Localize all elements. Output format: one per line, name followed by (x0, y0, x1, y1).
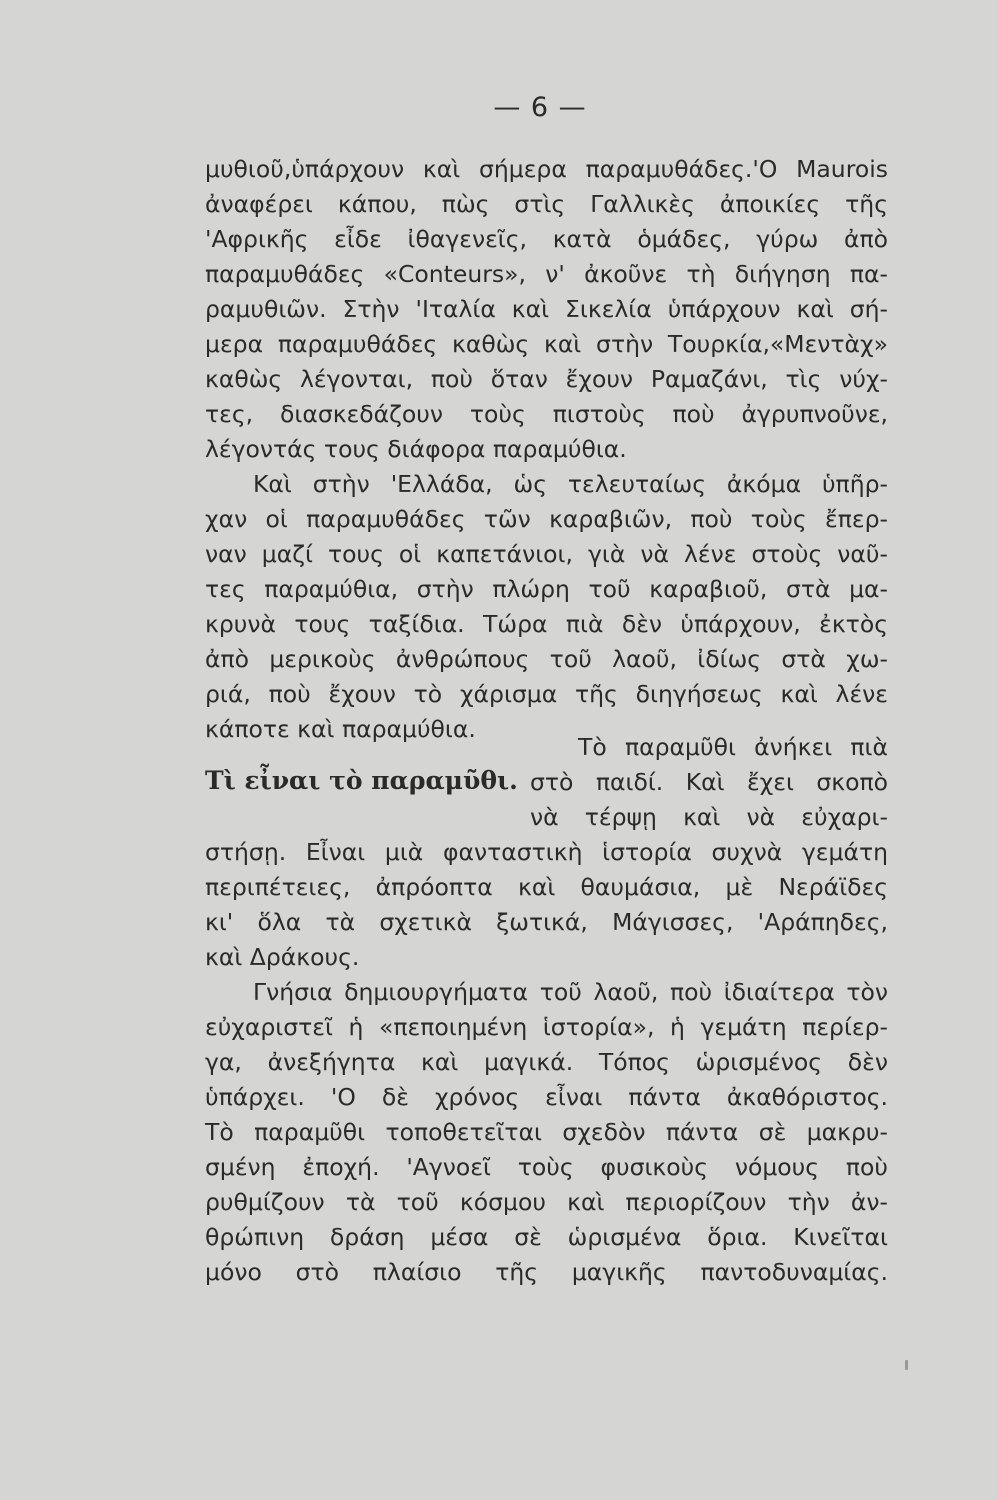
text-line: περιπέτειες, ἀπρόοπτα καὶ θαυμάσια, μὲ Νεράϊδες (205, 873, 888, 901)
paper-speck (905, 1360, 908, 1370)
text-line: λέγοντάς τους διάφορα παραμύθια. (205, 435, 627, 463)
text-line: μόνο στὸ πλαίσιο τῆς μαγικῆς παντοδυναμίας. (205, 1258, 888, 1286)
text-line: Τὸ παραμῦθι τοποθετεῖται σχεδὸν πάντα σὲ μακρυ- (205, 1118, 888, 1146)
text-line: χαν οἱ παραμυθάδες τῶν καραβιῶν, ποὺ τοὺς ἔπερ- (205, 505, 888, 533)
text-line: τες, διασκεδάζουν τοὺς πιστοὺς ποὺ ἀγρυπνοῦνε, (205, 400, 888, 428)
text-line: Γνήσια δημιουργήματα τοῦ λαοῦ, ποὺ ἰδιαίτερα τὸν (253, 978, 888, 1006)
text-line: ναν μαζί τους οἱ καπετάνιοι, γιὰ νὰ λένε στοὺς ναῦ- (205, 540, 888, 568)
text-line: καὶ Δράκους. (205, 943, 360, 971)
text-line: θρώπινη δράση μέσα σὲ ὡρισμένα ὅρια. Κινεῖται (205, 1223, 888, 1251)
text-line: ριά, ποὺ ἔχουν τὸ χάρισμα τῆς διηγήσεως καὶ λένε (205, 680, 888, 708)
text-line: νὰ τέρψῃ καὶ νὰ εὐχαρι- (530, 803, 888, 831)
text-line: Τὸ παραμῦθι ἀνήκει πιὰ (578, 733, 888, 761)
text-line: κάποτε καὶ παραμύθια. (205, 715, 476, 743)
section-side-title: Τὶ εἶναι τὸ παραμῦθι. (205, 766, 518, 795)
text-line: παραμυθάδες «Conteurs», ν' ἀκοῦνε τὴ διήγηση πα- (205, 260, 888, 288)
text-line: ἀπὸ μερικοὺς ἀνθρώπους τοῦ λαοῦ, ἰδίως στὰ χω- (205, 645, 888, 673)
text-line: γα, ἀνεξήγητα καὶ μαγικά. Τόπος ὡρισμένος δὲν (205, 1048, 888, 1076)
text-line: 'Αφρικῆς εἶδε ἰθαγενεῖς, κατὰ ὁμάδες, γύρω ἀπὸ (205, 225, 888, 253)
text-line: μυθιοῦ,ὑπάρχουν καὶ σήμερα παραμυθάδες.'Ο Maurois (205, 155, 888, 183)
text-line: σμένη ἐποχή. 'Αγνοεῖ τοὺς φυσικοὺς νόμους ποὺ (205, 1153, 888, 1181)
text-line: στήσῃ. Εἶναι μιὰ φανταστικὴ ἱστορία συχνὰ γεμάτη (205, 838, 888, 866)
text-line: μερα παραμυθάδες καθὼς καὶ στὴν Τουρκία,«Μεντὰχ» (205, 330, 888, 358)
text-line: Καὶ στὴν 'Ελλάδα, ὡς τελευταίως ἀκόμα ὑπῆρ- (253, 470, 888, 498)
text-line: τες παραμύθια, στὴν πλώρη τοῦ καραβιοῦ, στὰ μα- (205, 575, 888, 603)
text-line: εὐχαριστεῖ ἡ «πεποιημένη ἱστορία», ἡ γεμάτη περίερ- (205, 1013, 888, 1041)
text-line: ἀναφέρει κάπου, πὼς στὶς Γαλλικὲς ἀποικίες τῆς (205, 190, 888, 218)
text-line: καθὼς λέγονται, ποὺ ὅταν ἔχουν Ραμαζάνι, τὶς νύχ- (205, 365, 888, 393)
text-line: στὸ παιδί. Καὶ ἔχει σκοπὸ (530, 768, 888, 796)
text-line: ρυθμίζουν τὰ τοῦ κόσμου καὶ περιορίζουν τὴν ἀν- (205, 1188, 888, 1216)
text-line: κρυνὰ τους ταξίδια. Τώρα πιὰ δὲν ὑπάρχουν, ἐκτὸς (205, 610, 888, 638)
page-number: — 6 — (493, 92, 587, 123)
text-line: ὑπάρχει. 'Ο δὲ χρόνος εἶναι πάντα ἀκαθόριστος. (205, 1083, 888, 1111)
text-line: ραμυθιῶν. Στὴν 'Ιταλία καὶ Σικελία ὑπάρχουν καὶ σή- (205, 295, 888, 323)
text-line: κι' ὅλα τὰ σχετικὰ ξωτικά, Μάγισσες, 'Αράπηδες, (205, 908, 888, 936)
